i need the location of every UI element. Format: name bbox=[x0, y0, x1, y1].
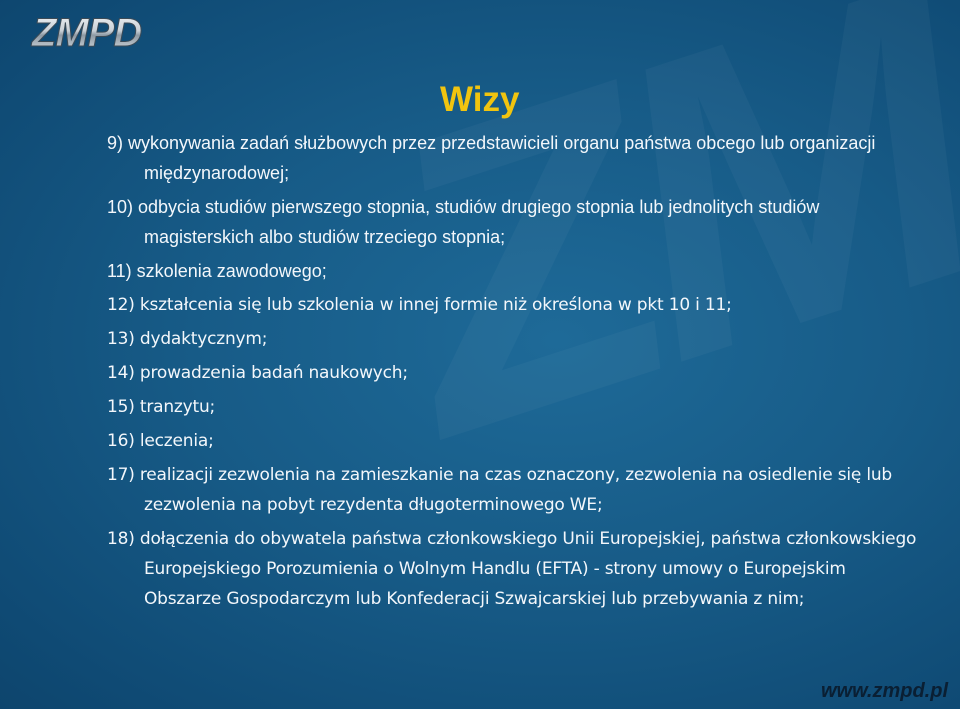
list-item: 9) wykonywania zadań służbowych przez przedstawicieli organu państwa obcego lub organizacji międzynarodowej; bbox=[107, 133, 876, 183]
list-item: 14) prowadzenia badań naukowych; bbox=[107, 363, 408, 383]
content-list bbox=[107, 128, 927, 614]
list-item: 15) tranzytu; bbox=[107, 397, 216, 417]
list-item: 12) kształcenia się lub szkolenia w innej formie niż określona w pkt 10 i 11; bbox=[107, 295, 732, 315]
list-item: 13) dydaktycznym; bbox=[107, 329, 268, 349]
slide-title: Wizy bbox=[440, 80, 520, 119]
list-item: 10) odbycia studiów pierwszego stopnia, studiów drugiego stopnia lub jednolitych studiów magisterskich albo studiów trzeciego stopnia; bbox=[107, 197, 820, 247]
list-item: 18) dołączenia do obywatela państwa członkowskiego Unii Europejskiej, państwa członkowskiego Europejskiego Porozumienia o Wolnym Handlu (EFTA) - strony umowy o Europejskim Obszarze Gospodarczym lub Konfederacji Szwajcarskiej lub przebywania z nim; bbox=[107, 529, 917, 609]
zmpd-logo bbox=[30, 8, 160, 54]
list-item: 17) realizacji zezwolenia na zamieszkanie na czas oznaczony, zezwolenia na osiedlenie się lub zezwolenia na pobyt rezydenta długoterminowego WE; bbox=[107, 465, 893, 515]
list-item: 16) leczenia; bbox=[107, 431, 214, 451]
footer-url[interactable]: www.zmpd.pl bbox=[820, 680, 948, 702]
svg-text:ZMPD: ZMPD bbox=[32, 11, 142, 54]
list-item: 11) szkolenia zawodowego; bbox=[107, 261, 327, 281]
